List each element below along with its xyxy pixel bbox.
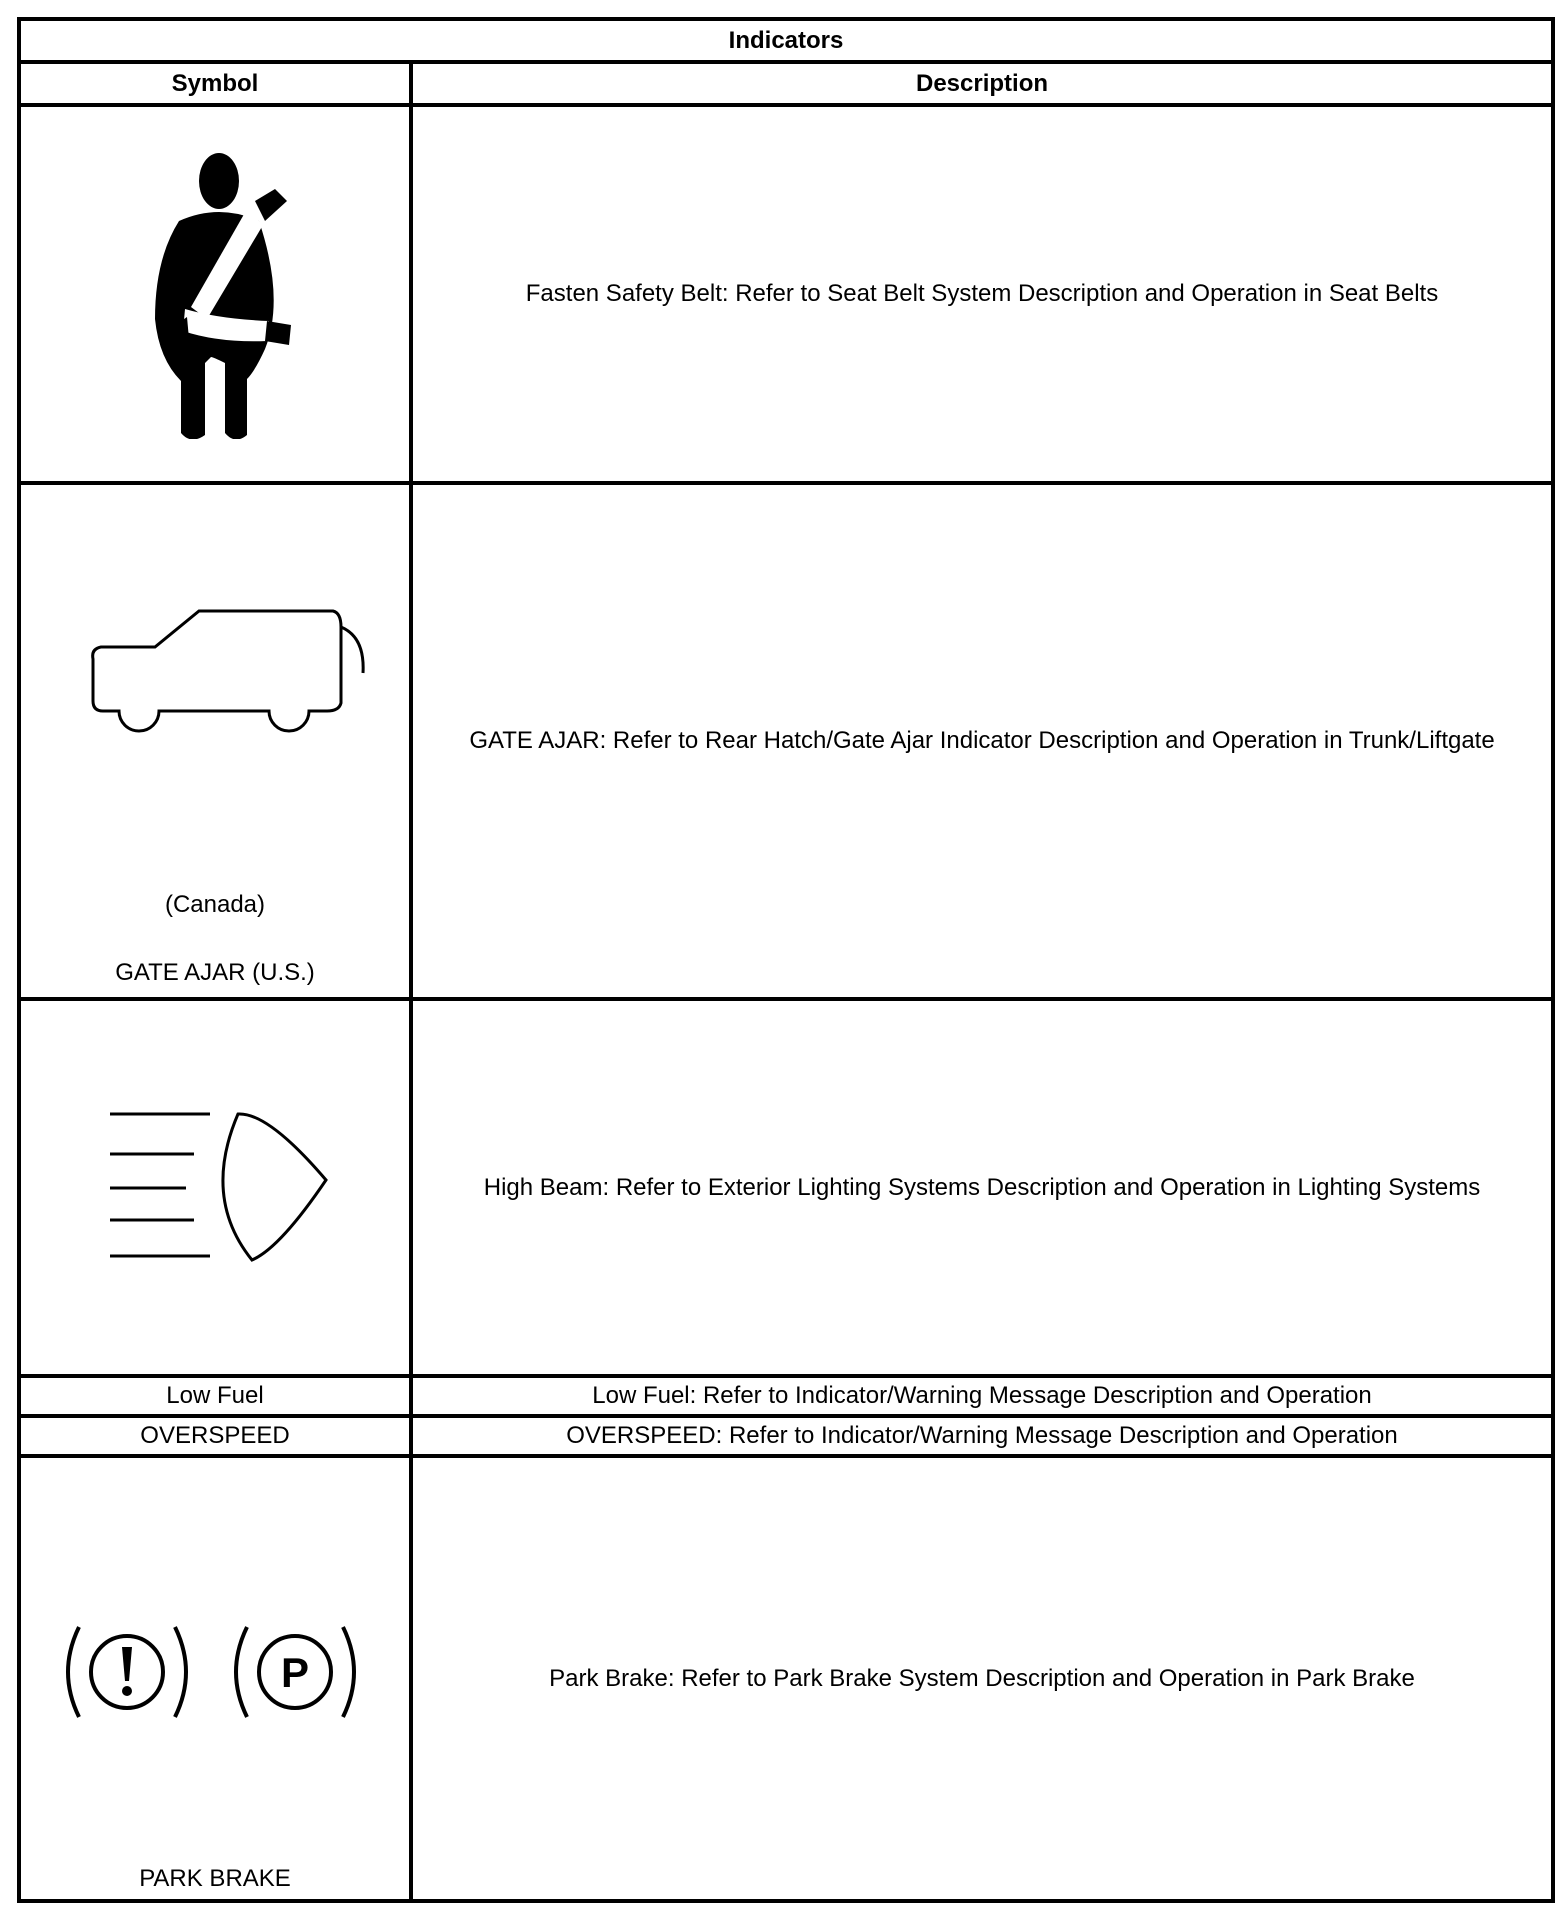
- table-row: [19, 105, 1553, 483]
- symbol-cell: [19, 483, 411, 999]
- description-cell: Fasten Safety Belt: Refer to Seat Belt System Description and Operation in Seat Belts: [411, 105, 1553, 483]
- table-title: Indicators: [19, 19, 1553, 62]
- symbol-column-header: Symbol: [19, 62, 411, 105]
- description-cell: Low Fuel: Refer to Indicator/Warning Message Description and Operation: [411, 1376, 1553, 1416]
- indicators-table: [17, 17, 1555, 1903]
- description-cell: OVERSPEED: Refer to Indicator/Warning Message Description and Operation: [411, 1416, 1553, 1456]
- table-row: [19, 483, 1553, 999]
- table-row: [19, 999, 1553, 1376]
- park-brake-icon: [63, 1617, 373, 1727]
- table-row: [19, 1456, 1553, 1901]
- symbol-cell-low-fuel: Low Fuel: [19, 1376, 411, 1416]
- symbol-cell-overspeed: OVERSPEED: [19, 1416, 411, 1456]
- description-cell: High Beam: Refer to Exterior Lighting Systems Description and Operation in Lighting Systems: [411, 999, 1553, 1376]
- gate-ajar-us-caption: GATE AJAR (U.S.): [115, 959, 315, 986]
- canada-caption: (Canada): [164, 891, 266, 918]
- seat-belt-icon: [115, 149, 315, 439]
- table-row: [19, 1416, 1553, 1456]
- table-row: [19, 1376, 1553, 1416]
- symbol-cell: [19, 1456, 411, 1901]
- high-beam-icon: [90, 1108, 340, 1268]
- park-brake-caption: PARK BRAKE: [139, 1864, 291, 1892]
- description-cell: GATE AJAR: Refer to Rear Hatch/Gate Ajar Indicator Description and Operation in Trunk/Liftgate: [411, 483, 1553, 999]
- symbol-cell: [19, 105, 411, 483]
- description-cell: Park Brake: Refer to Park Brake System Description and Operation in Park Brake: [411, 1456, 1553, 1901]
- description-column-header: Description: [411, 62, 1553, 105]
- vehicle-gate-ajar-icon: [83, 607, 373, 747]
- svg-text:P: P: [280, 1648, 310, 1696]
- symbol-cell: [19, 999, 411, 1376]
